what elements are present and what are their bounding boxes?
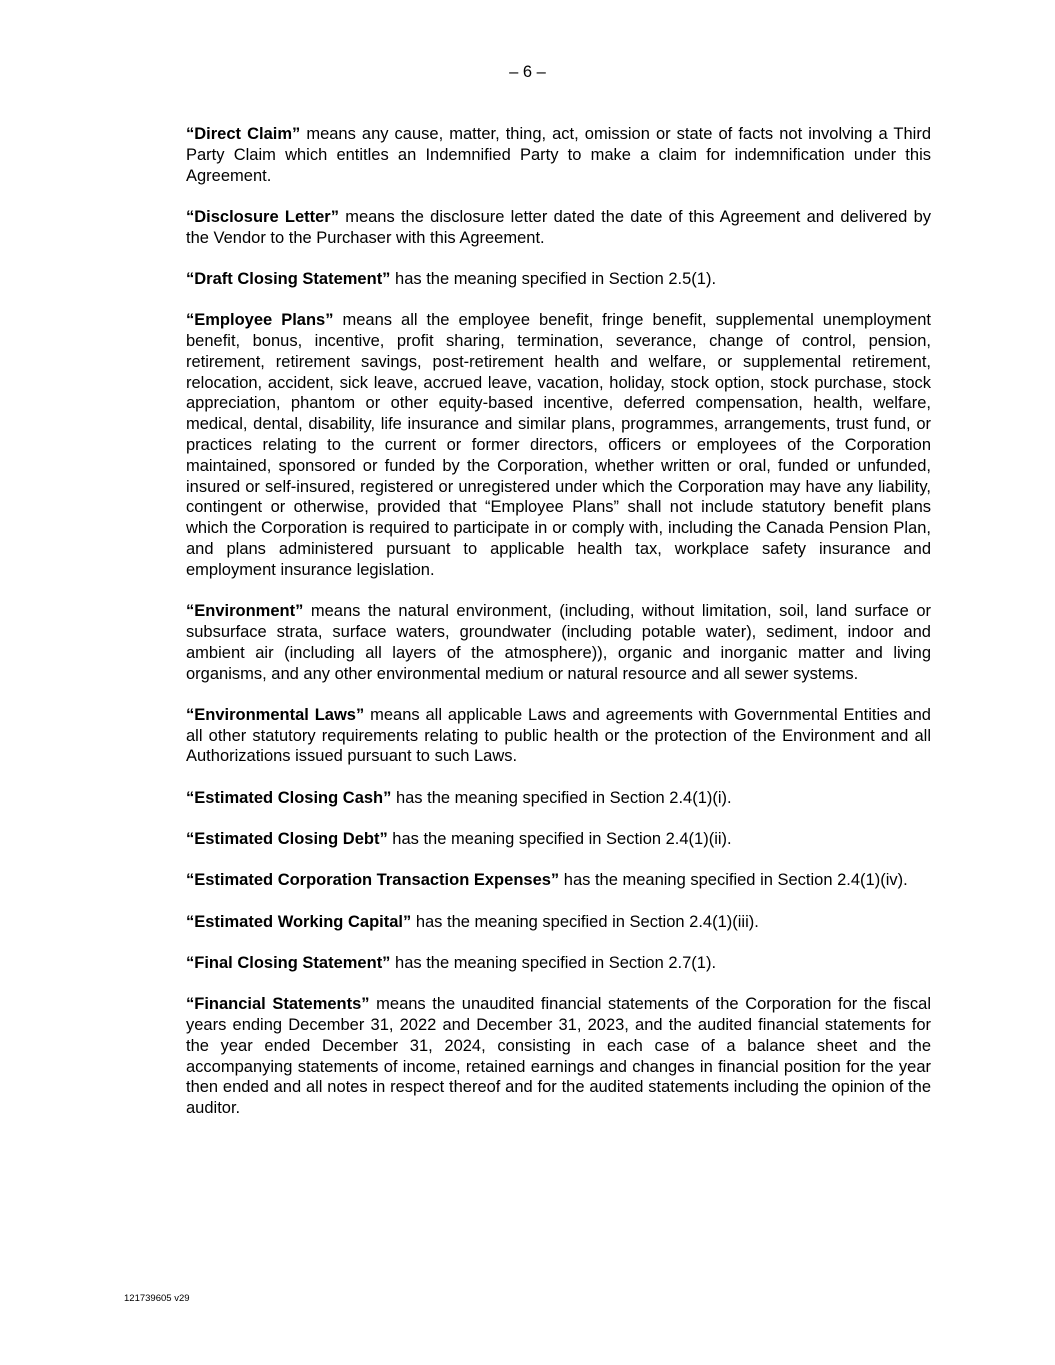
definition-term: “Estimated Working Capital” bbox=[186, 912, 412, 931]
definition-term: “Environmental Laws” bbox=[186, 705, 365, 724]
definition-financial-statements bbox=[186, 994, 931, 1119]
definition-text: has the meaning specified in Section 2.7(1). bbox=[390, 953, 717, 972]
definition-term: “Financial Statements” bbox=[186, 995, 370, 1014]
definition-text: means the natural environment, (including, without limitation, soil, land surface or subsurface strata, surface waters, groundwater (including potable water), sediment, indoor and ambient air (including all layers of the atmosphere)), organic and inorganic matter and living organisms, and any other environmental medium or natural resource and all sewer systems. bbox=[186, 602, 931, 683]
definition-text: has the meaning specified in Section 2.4(1)(iv). bbox=[559, 871, 908, 890]
definition-direct-claim bbox=[186, 124, 931, 186]
definition-employee-plans bbox=[186, 310, 931, 580]
definition-environmental-laws bbox=[186, 705, 931, 767]
definition-term: “Disclosure Letter” bbox=[186, 207, 339, 226]
definition-text: has the meaning specified in Section 2.4(1)(iii). bbox=[411, 912, 759, 931]
definition-environment bbox=[186, 601, 931, 684]
definition-text: means the disclosure letter dated the date of this Agreement and delivered by the Vendor to the Purchaser with this Agreement. bbox=[186, 207, 931, 247]
definition-text: means all the employee benefit, fringe benefit, supplemental unemployment benefit, bonus, incentive, profit sharing, termination, severance, change of control, pension, retirement, retirement savings, post-retirement health and welfare, or supplemental retirement, relocation, accident, sick leave, accrued leave, vacation, holiday, stock option, stock purchase, stock appreciation, phantom or other equity-based incentive, deferred compensation, health, welfare, medical, dental, disability, life insurance and similar plans, programmes, arrangements, trust fund, or practices relating to the current or former directors, officers or employees of the Corporation maintained, sponsored or funded by the Corporation, whether written or oral, funded or unfunded, insured or self-insured, registered or unregistered under which the Corporation may have any liability, contingent or otherwise, provided that “Employee Plans” shall not include statutory benefit plans which the Corporation is required to participate in or comply with, including the Canada Pension Plan, and plans administered pursuant to applicable health tax, workplace safety insurance and employment insurance legislation. bbox=[186, 311, 931, 579]
definitions-list bbox=[186, 124, 931, 1139]
definition-estimated-corporation-transaction-expenses bbox=[186, 870, 931, 891]
definition-text: has the meaning specified in Section 2.4(1)(ii). bbox=[387, 830, 732, 849]
definition-estimated-working-capital bbox=[186, 912, 931, 933]
definition-term: “Estimated Corporation Transaction Expenses” bbox=[186, 871, 560, 890]
document-id: 121739605 v29 bbox=[124, 1293, 190, 1304]
page-number: – 6 – bbox=[509, 63, 546, 81]
definition-term: “Draft Closing Statement” bbox=[186, 269, 391, 288]
definition-text: has the meaning specified in Section 2.4(1)(i). bbox=[391, 788, 732, 807]
definition-estimated-closing-debt bbox=[186, 829, 931, 850]
definition-text: has the meaning specified in Section 2.5(1). bbox=[390, 269, 717, 288]
definition-term: “Estimated Closing Debt” bbox=[186, 830, 388, 849]
definition-term: “Direct Claim” bbox=[186, 125, 301, 143]
definition-term: “Environment” bbox=[186, 602, 304, 621]
definition-term: “Estimated Closing Cash” bbox=[186, 788, 392, 807]
definition-estimated-closing-cash bbox=[186, 788, 931, 809]
definition-disclosure-letter bbox=[186, 207, 931, 249]
definition-text: means all applicable Laws and agreements with Governmental Entities and all other statutory requirements relating to public health or the protection of the Environment and all Authorizations issued pursuant to such Laws. bbox=[186, 705, 931, 766]
definition-text: means any cause, matter, thing, act, omission or state of facts not involving a Third Party Claim which entitles an Indemnified Party to make a claim for indemnification under this Agreement. bbox=[186, 125, 931, 185]
definition-final-closing-statement bbox=[186, 953, 931, 974]
definition-draft-closing-statement bbox=[186, 269, 931, 290]
definition-text: means the unaudited financial statements of the Corporation for the fiscal years ending December 31, 2022 and December 31, 2023, and the audited financial statements for the year ended December 31, 2024, consisting in each case of a balance sheet and the accompanying statements of income, retained earnings and changes in financial position for the year then ended and all notes in respect thereof and for the audited statements including the opinion of the auditor. bbox=[186, 995, 931, 1118]
definition-term: “Final Closing Statement” bbox=[186, 953, 391, 972]
definition-term: “Employee Plans” bbox=[186, 311, 334, 330]
